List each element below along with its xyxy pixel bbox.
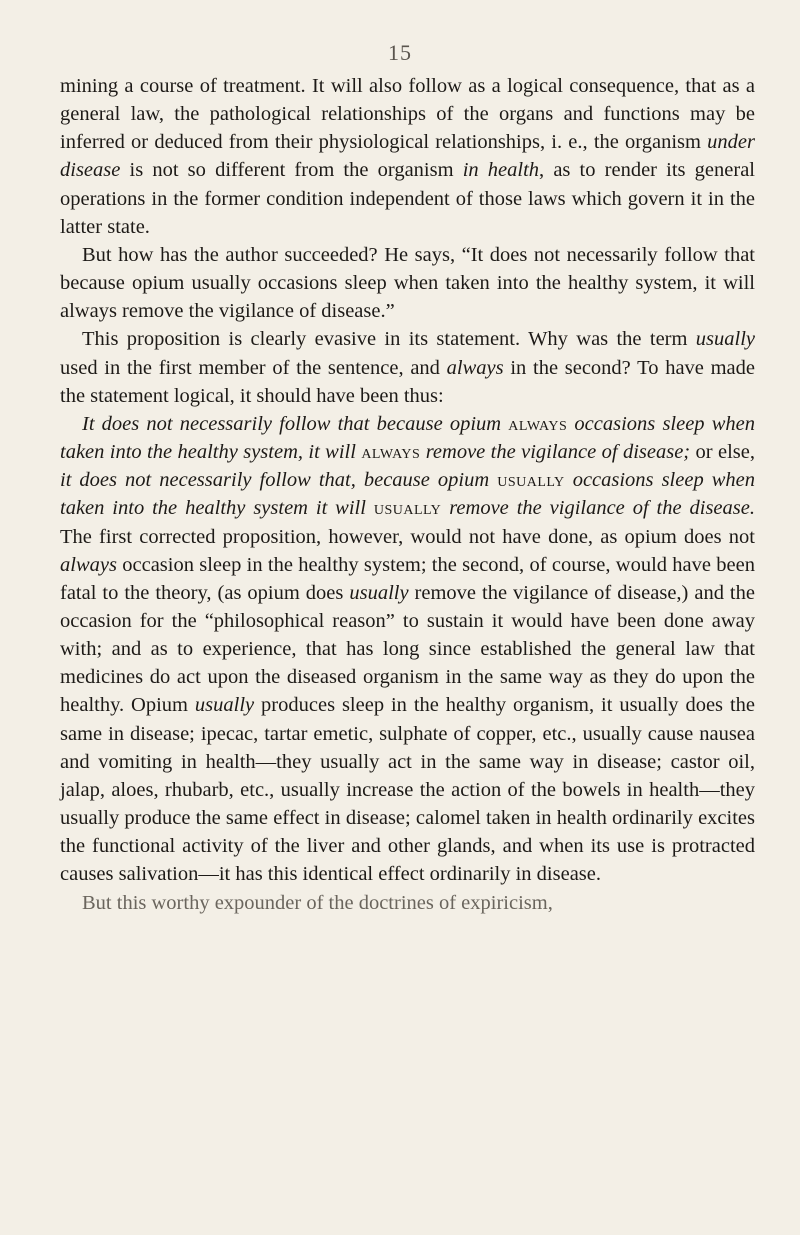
- paragraph-4: It does not necessarily follow that because opium always occasions sleep when taken into the healthy system, it will always remove the vigilance of disease; or else, it does not necessarily follow that, because opium usually occasions sleep when taken into the healthy system it will usually remove the vigilance of the disease. The first corrected proposition, however, would not have done, as opium does not always occasion sleep in the healthy system; the second, of course, would have been fatal to the theory, (as opium does usually remove the vigilance of disease,) and the occasion for the “philosophical reason” to sustain it would have been done away with; and as to experience, that has long since established the general law that medicines do act upon the diseased organism in the same way as they do upon the healthy. Opium usually produces sleep in the healthy organism, it usually does the same in disease; ipecac, tartar emetic, sulphate of copper, etc., usually cause nausea and vomiting in health—they usually act in the same way in disease; castor oil, jalap, aloes, rhubarb, etc., usually increase the action of the bowels in health—they usually produce the same effect in disease; calomel taken in health ordinarily excites the functional activity of the liver and other glands, and when its use is protracted causes salivation—it has this identical effect ordinarily in disease.: [60, 412, 756, 886]
- paragraph-1: mining a course of treatment. It will also follow as a logical consequence, that as a general law, the pathological relationships of the organs and functions may be inferred or deduced from their physiological relationships, i. e., the organism under disease is not so different from the organism in health, as to render its general operations in the former condition independent of those laws which govern it in the latter state.: [60, 75, 755, 238]
- page-number: 15: [388, 40, 412, 65]
- paragraph-5: But this worthy expounder of the doctrines of expiricism,: [82, 891, 553, 914]
- paragraph-2: But how has the author succeeded? He says, “It does not necessarily follow that because opium usually occasions sleep when taken into the healthy system, it will always remove the vigilance of disease.”: [60, 243, 755, 323]
- paragraph-3: This proposition is clearly evasive in its statement. Why was the term usually used in the first member of the sentence, and always in the second? To have made the statement logical, it should have been thus:: [60, 328, 756, 407]
- text-body: [60, 72, 755, 917]
